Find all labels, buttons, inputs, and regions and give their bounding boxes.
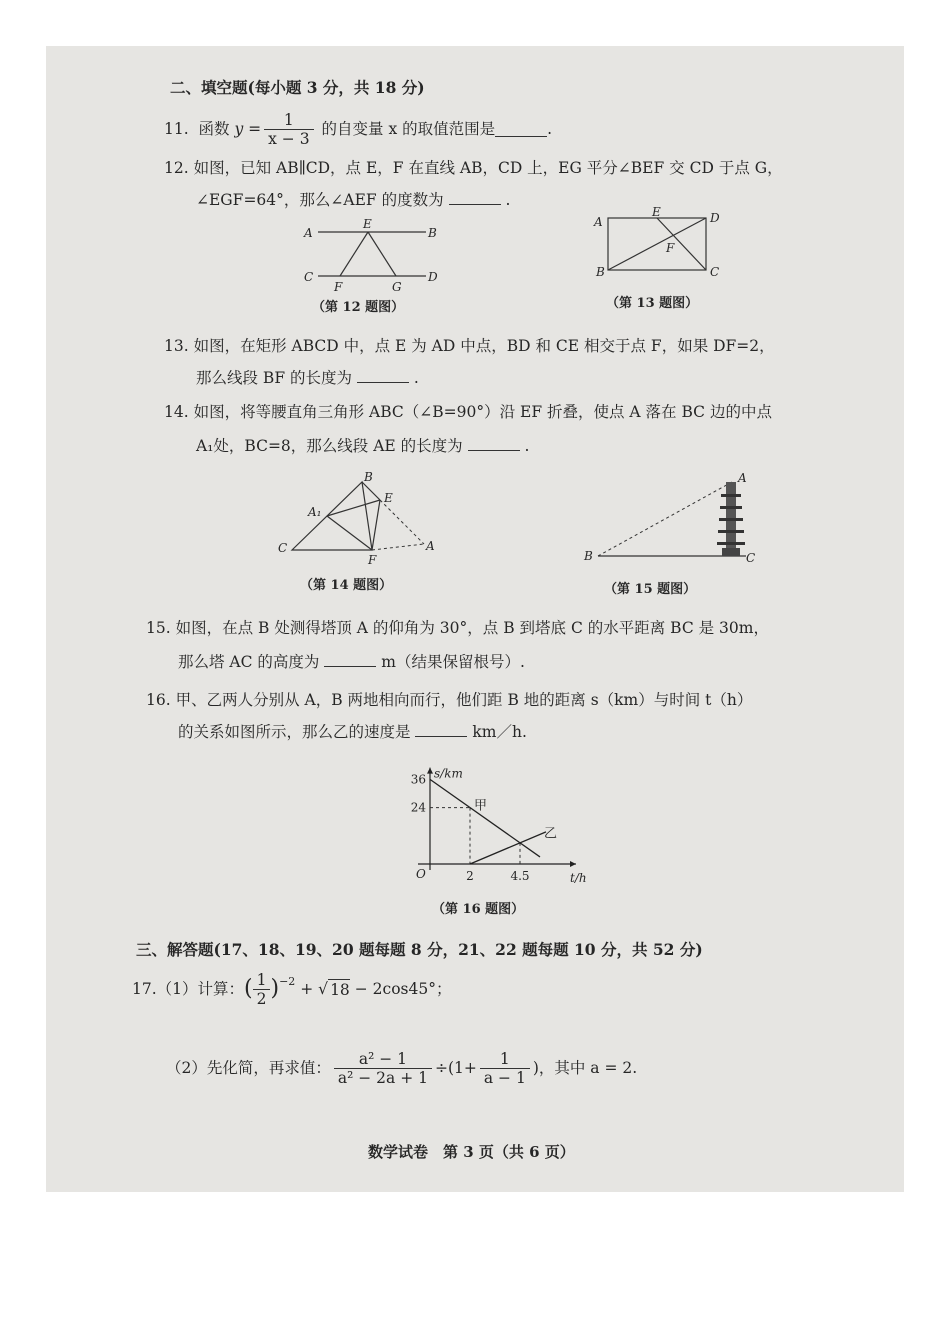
- q16-line1: 16. 甲、乙两人分别从 A，B 两地相向而行，他们距 B 地的距离 s（km）与时间 t（h）: [146, 691, 753, 709]
- q16-answer-blank[interactable]: [415, 722, 467, 737]
- q11-answer-blank[interactable]: [495, 122, 547, 137]
- label-a: A: [738, 471, 747, 485]
- label-d: D: [710, 211, 720, 225]
- q15-line1: 15. 如图，在点 B 处测得塔顶 A 的仰角为 30°，点 B 到塔底 C 的水平距离 BC 是 30m，: [146, 619, 769, 637]
- q17-small-denominator: a − 1: [483, 1068, 526, 1087]
- q17-part1: 17.（1）计算： ( $\frac{1}{2}$ ) $^{-2}$ + √ 18 − 2cos45°；: [132, 970, 452, 1008]
- origin-label: O: [416, 867, 426, 881]
- label-a: A: [594, 215, 603, 229]
- q17-sqrt-radicand: 18: [330, 980, 350, 999]
- y-axis-label: s/km: [434, 766, 463, 781]
- label-b: B: [596, 265, 605, 279]
- dashed-fa: [372, 544, 424, 550]
- q13-answer-blank[interactable]: [357, 368, 409, 383]
- segment-ef: [340, 232, 368, 276]
- figure-16-caption: （第 16 题图）: [432, 902, 525, 917]
- label-e: E: [384, 491, 393, 505]
- q11-number: 11.: [164, 120, 189, 138]
- series-line-jia: [430, 779, 540, 857]
- segment-ce: [657, 218, 706, 270]
- q13-end: .: [413, 369, 419, 387]
- q14-line2: [196, 436, 529, 456]
- q12-end: .: [505, 191, 511, 209]
- q17-divide: ÷(1+: [434, 1059, 477, 1077]
- label-b: B: [584, 549, 593, 563]
- q17-main-denominator: a² − 2a + 1: [337, 1068, 428, 1087]
- section-2-header: 二、填空题(每小题 3 分，共 18 分): [170, 78, 425, 97]
- x-tick-4-5: 4.5: [510, 869, 530, 883]
- y-tick-24: 24: [410, 800, 426, 815]
- q17-main-numerator: a² − 1: [334, 1050, 432, 1069]
- q15-text-end: m（结果保留根号）.: [381, 653, 525, 671]
- pagoda-icon: [717, 482, 745, 556]
- fold-line-ef: [372, 500, 380, 550]
- q12-text: ∠EGF=64°，那么∠AEF 的度数为: [196, 191, 444, 209]
- figure-12: [300, 216, 450, 296]
- figure-13-caption: （第 13 题图）: [606, 296, 699, 311]
- segment-eg: [368, 232, 396, 276]
- q14-text: A₁处，BC=8，那么线段 AE 的长度为: [196, 437, 463, 455]
- q12-answer-blank[interactable]: [449, 190, 501, 205]
- q11-pre: 函数: [198, 120, 230, 138]
- label-e: E: [363, 217, 372, 231]
- label-a: A: [426, 539, 435, 553]
- q13-text: 那么线段 BF 的长度为: [196, 369, 352, 387]
- label-c: C: [278, 541, 288, 555]
- label-b: B: [364, 470, 373, 484]
- figure-15: [580, 468, 780, 570]
- question-11: [164, 106, 552, 152]
- x-tick-2: 2: [466, 869, 474, 883]
- figure-14: [272, 470, 452, 570]
- q17-part2-end: )，其中 a = 2.: [532, 1059, 638, 1077]
- q17-rest: − 2cos45°；: [354, 980, 452, 998]
- q16-line2: [178, 722, 527, 742]
- q17-half-denominator: 2: [256, 989, 267, 1008]
- q15-line2: [178, 652, 525, 672]
- label-d: D: [428, 270, 438, 284]
- q11-end: .: [547, 120, 553, 138]
- sight-line-ba: [598, 482, 732, 556]
- q15-answer-blank[interactable]: [324, 652, 376, 667]
- q15-text: 那么塔 AC 的高度为: [178, 653, 320, 671]
- y-tick-36: 36: [410, 772, 426, 787]
- q17-small-fraction: [480, 1050, 530, 1087]
- q17-small-numerator: 1: [480, 1050, 530, 1069]
- q17-exponent: −2: [279, 975, 296, 988]
- figure-14-caption: （第 14 题图）: [300, 578, 393, 593]
- q17-half-numerator: 1: [253, 971, 271, 990]
- series-line-yi: [470, 832, 546, 864]
- figure-16-graph: [400, 752, 600, 892]
- q17-part1-label: 17.（1）计算：: [132, 980, 245, 998]
- label-e: E: [652, 205, 661, 219]
- label-b: B: [428, 226, 437, 240]
- q14-line1: 14. 如图，将等腰直角三角形 ABC（∠B=90°）沿 EF 折叠，使点 A 落在 BC 边的中点: [164, 403, 772, 421]
- series-label-yi: 乙: [544, 826, 558, 842]
- label-c: C: [746, 551, 756, 565]
- segment-a1f: [327, 516, 372, 550]
- q17-main-fraction: [334, 1050, 432, 1087]
- q14-answer-blank[interactable]: [468, 436, 520, 451]
- q13-line2: [196, 368, 419, 388]
- q16-text: 的关系如图所示，那么乙的速度是: [178, 723, 411, 741]
- q12-line1: 12. 如图，已知 AB∥CD，点 E，F 在直线 AB，CD 上，EG 平分∠BEF 交 CD 于点 G，: [164, 159, 783, 177]
- q11-post: 的自变量 x 的取值范围是: [321, 120, 496, 138]
- page-footer: 数学试卷 第 3 页（共 6 页）: [368, 1143, 575, 1161]
- label-f: F: [368, 553, 377, 567]
- q11-fraction-denominator: x − 3: [268, 129, 310, 148]
- q12-line2: [196, 190, 510, 210]
- y-axis-arrow: [427, 768, 433, 774]
- q14-end: .: [524, 437, 530, 455]
- q17-plus: +: [300, 980, 314, 998]
- q17-part2-label: （2）先化简，再求值：: [166, 1059, 331, 1077]
- triangle-cbf: [292, 482, 372, 550]
- dashed-ea: [380, 500, 424, 544]
- q16-text-end: km／h.: [472, 723, 527, 741]
- figure-13: [590, 204, 730, 284]
- q11-fraction: [264, 111, 313, 148]
- q17-half: [253, 971, 271, 1008]
- q11-fraction-numerator: 1: [264, 111, 313, 130]
- q11-y: y =: [234, 120, 262, 138]
- label-g: G: [392, 280, 402, 294]
- label-f: F: [334, 280, 343, 294]
- label-a: A: [304, 226, 313, 240]
- x-axis-label: t/h: [570, 871, 587, 885]
- x-axis-arrow: [570, 861, 576, 867]
- figure-12-caption: （第 12 题图）: [312, 300, 405, 315]
- section-3-header: 三、解答题(17、18、19、20 题每题 8 分，21、22 题每题 10 分，共 52 分): [136, 940, 703, 959]
- series-label-jia: 甲: [474, 798, 488, 814]
- q17-part2: [166, 1040, 637, 1096]
- label-c: C: [710, 265, 720, 279]
- label-c: C: [304, 270, 314, 284]
- label-f: F: [666, 241, 675, 255]
- label-a1: A₁: [308, 505, 322, 519]
- diagonal-bd: [608, 218, 706, 270]
- q13-line1: 13. 如图，在矩形 ABCD 中，点 E 为 AD 中点，BD 和 CE 相交于点 F，如果 DF=2，: [164, 337, 775, 355]
- figure-15-caption: （第 15 题图）: [604, 582, 697, 597]
